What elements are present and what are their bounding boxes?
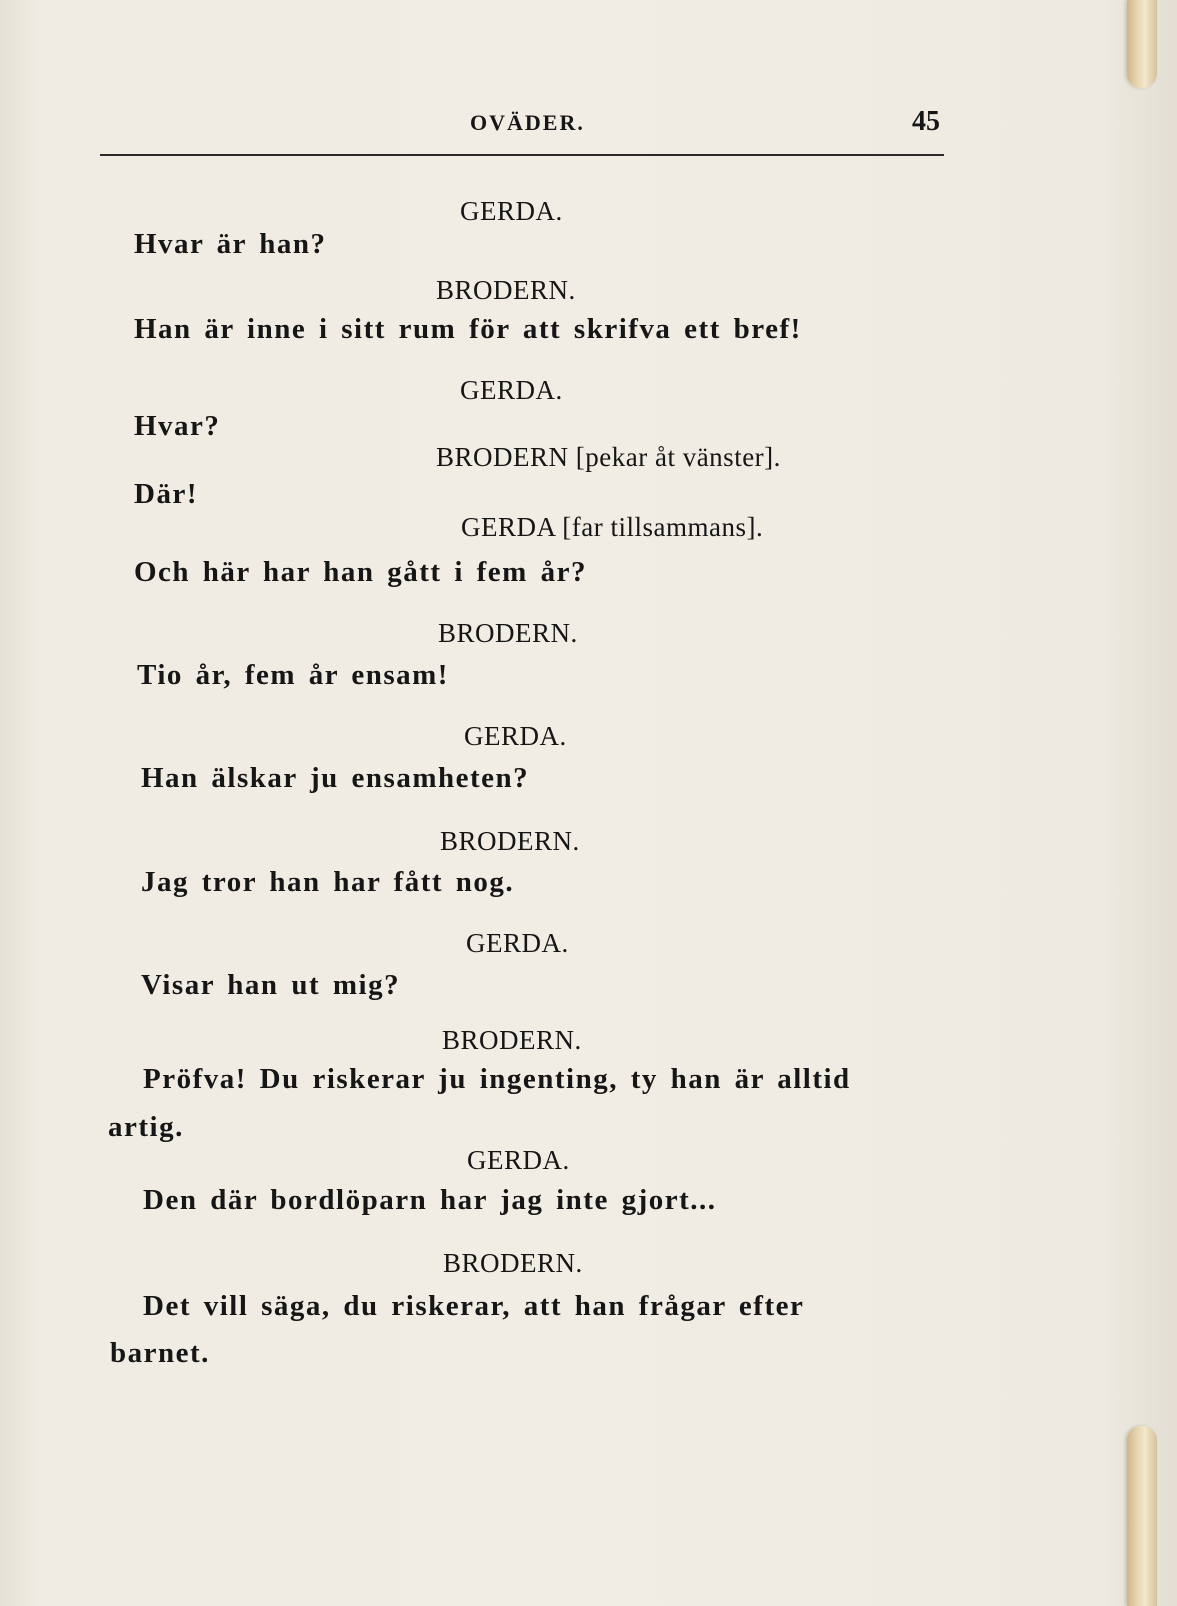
page-number: 45 xyxy=(912,106,940,137)
dialogue-line: Och här har han gått i fem år? xyxy=(134,556,587,588)
speaker-name: GERDA. xyxy=(464,721,567,751)
speaker-name: GERDA. xyxy=(466,928,569,958)
dialogue-line: Jag tror han har fått nog. xyxy=(141,866,515,898)
running-title: OVÄDER. xyxy=(470,110,585,135)
dialogue-line: barnet. xyxy=(110,1337,210,1369)
page-edge-bottom xyxy=(1127,1426,1157,1606)
speaker-name: GERDA. xyxy=(460,196,563,226)
speaker-name: GERDA. xyxy=(460,375,563,405)
speaker-name: BRODERN. xyxy=(442,1025,582,1055)
dialogue-line: Pröfva! Du riskerar ju ingenting, ty han är alltid xyxy=(143,1063,851,1095)
dialogue-line: Hvar är han? xyxy=(134,228,327,260)
dialogue-line: artig. xyxy=(108,1111,184,1143)
dialogue-line: Det vill säga, du riskerar, att han frågar efter xyxy=(143,1290,805,1322)
speaker-name: BRODERN. xyxy=(440,826,580,856)
dialogue-line: Den där bordlöparn har jag inte gjort... xyxy=(143,1184,717,1216)
dialogue-line: Visar han ut mig? xyxy=(141,969,401,1001)
dialogue-line: Han är inne i sitt rum för att skrifva ett bref! xyxy=(134,313,802,345)
speaker-name: BRODERN. xyxy=(438,618,578,648)
speaker-name: BRODERN. xyxy=(436,275,576,305)
page-edge-top xyxy=(1127,0,1157,88)
header-rule xyxy=(100,154,944,156)
dialogue-line: Han älskar ju ensamheten? xyxy=(141,762,530,794)
dialogue-line: Hvar? xyxy=(134,410,221,442)
speaker-name: GERDA. xyxy=(467,1145,570,1175)
speaker-name: BRODERN [pekar åt vänster]. xyxy=(436,442,781,472)
dialogue-line: Tio år, fem år ensam! xyxy=(137,659,449,691)
speaker-name: BRODERN. xyxy=(443,1248,583,1278)
speaker-name: GERDA [far tillsammans]. xyxy=(461,512,764,542)
dialogue-line: Där! xyxy=(134,478,198,510)
